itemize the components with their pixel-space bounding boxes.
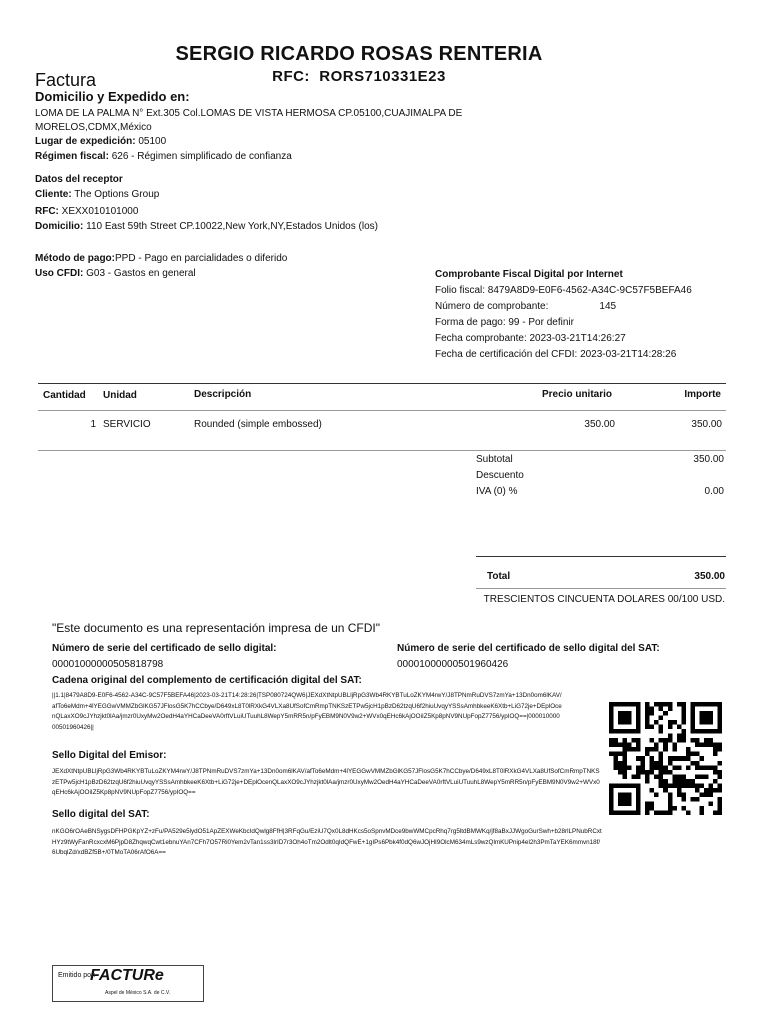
cert-serial-value: 00001000000505818798 bbox=[52, 659, 164, 670]
cert-date-value: 2023-03-21T14:28:26 bbox=[580, 349, 677, 360]
sat-serial-value: 00001000000501960426 bbox=[397, 659, 509, 670]
client-value: The Options Group bbox=[74, 189, 160, 200]
cfdi-info-block bbox=[435, 267, 692, 363]
voucher-date-row bbox=[435, 331, 692, 347]
emitter-seal-value: JEXdXtNtpUBLljRpG3Wb4RKYBTuLoZKYM4rwY/J8TPNmRuDVS7zmYa+13Dn0om6lKAV/afTo6eMdm+4lYEGGwVMMZbGlKG57JFlosG5K7hCCbye/D649xL8T0lRXkG4VLXa8UfSofCmRmpTNKSzETPw5jcH1pBzD62tzqU6f2hiuUvqyYSSsAmhbkeeK6Xtb+LiG72je+DEplOcenQLaxXO9cJYhzjkt0lAa/jmzr0UxyMw2OedH4aYHCaDeeVA0rftVLuiUTuuhL8WepY5mRR5n/pFyEBM9N0V9w2+WVx0qEHc6kAjOOiIZ5Kp8pNV9NUpFopZ7756/ypIOQ== bbox=[52, 768, 600, 796]
issuer-address-title: Domicilio y Expedido en: bbox=[35, 89, 190, 104]
brand-name: FACTURe bbox=[90, 967, 164, 984]
table-top-rule bbox=[38, 383, 726, 384]
issuer-address: LOMA DE LA PALMA N° Ext.305 Col.LOMAS DE VISTA HERMOSA CP.05100,CUAJIMALPA DE MORELOS,CDMX,México bbox=[35, 108, 463, 133]
cert-date-row bbox=[435, 347, 692, 363]
issuer-rfc-value: RORS710331E23 bbox=[319, 68, 446, 85]
iva-value: 0.00 bbox=[704, 486, 724, 497]
receiver-address-label: Domicilio: bbox=[35, 221, 84, 232]
subtotal-label: Subtotal bbox=[476, 454, 513, 465]
voucher-date-label: Fecha comprobante: bbox=[435, 333, 527, 344]
total-label: Total bbox=[487, 571, 511, 582]
payment-method-label: Método de pago: bbox=[35, 253, 115, 264]
cfdi-use-value: G03 - Gastos en general bbox=[86, 268, 196, 279]
document-type: Factura bbox=[35, 70, 97, 90]
total-in-words: TRESCIENTOS CINCUENTA DOLARES 00/100 USD. bbox=[483, 594, 725, 605]
voucher-number-row bbox=[435, 299, 692, 315]
place-value: 05100 bbox=[138, 136, 167, 147]
payment-method-value: PPD - Pago en parcialidades o diferido bbox=[115, 253, 288, 264]
brand-subtitle: Aspel de México S.A. de C.V. bbox=[105, 990, 171, 996]
total-rule bbox=[476, 556, 726, 557]
table-bottom-rule bbox=[38, 450, 726, 451]
row-amount: 350.00 bbox=[691, 419, 722, 430]
tax-regime bbox=[35, 151, 292, 162]
voucher-date-value: 2023-03-21T14:26:27 bbox=[529, 333, 626, 344]
place-label: Lugar de expedición: bbox=[35, 136, 136, 147]
cfdi-use-label: Uso CFDI: bbox=[35, 268, 84, 279]
printed-representation-note: "Este documento es una representación impresa de un CFDI" bbox=[52, 621, 381, 635]
discount-label: Descuento bbox=[476, 470, 524, 481]
receiver-rfc bbox=[35, 206, 138, 217]
folio-label: Folio fiscal: bbox=[435, 285, 486, 296]
emitted-by-logo bbox=[52, 965, 204, 1002]
voucher-number-label: Número de comprobante: bbox=[435, 301, 549, 312]
client-label: Cliente: bbox=[35, 189, 72, 200]
subtotal-value: 350.00 bbox=[693, 454, 724, 465]
regime-label: Régimen fiscal: bbox=[35, 151, 109, 162]
emitted-by-label: Emitido por: bbox=[58, 972, 96, 979]
total-under-rule bbox=[476, 588, 726, 589]
row-qty: 1 bbox=[90, 419, 96, 430]
receiver-client bbox=[35, 189, 159, 200]
issuer-rfc-label: RFC: bbox=[272, 68, 310, 85]
receiver-rfc-label: RFC: bbox=[35, 206, 59, 217]
cfdi-title: Comprobante Fiscal Digital por Internet bbox=[435, 269, 623, 280]
receiver-rfc-value: XEXX010101000 bbox=[61, 206, 139, 217]
folio-row bbox=[435, 283, 692, 299]
voucher-number-value: 145 bbox=[599, 301, 617, 312]
folio-value: 8479A8D9-E0F6-4562-A34C-9C57F5BEFA46 bbox=[487, 285, 692, 296]
place-of-issue bbox=[35, 136, 166, 147]
total-value: 350.00 bbox=[694, 571, 725, 582]
row-desc: Rounded (simple embossed) bbox=[194, 419, 322, 430]
sat-seal-label: Sello digital del SAT: bbox=[52, 809, 150, 820]
issuer-rfc bbox=[0, 68, 718, 85]
col-header-qty: Cantidad bbox=[43, 390, 86, 401]
receiver-address-value: 110 East 59th Street CP.10022,New York,NY,Estados Unidos (los) bbox=[86, 221, 378, 232]
row-unit: SERVICIO bbox=[103, 419, 151, 430]
original-chain-label: Cadena original del complemento de certificación digital del SAT: bbox=[52, 675, 362, 686]
original-chain-value: ||1.1|8479A8D9-E0F6-4562-A34C-9C57F5BEFA46|2023-03-21T14:28:26|TSP080724QW6|JEXdXtNtpUBLljRpG3Wb4RKYBTuLoZKYM4rwY/J8TPNmRuDVS7zmYa+13Dn0om6lKAV/afTo6eMdm+4lYEGGwVMMZbGlKG57JFlosG5K7hCCbye/D649xL8T0lRXkG4VLXa8UfSofCmRmpTNKSzETPw5jcH1pBzD62tzqU6f2hiuUvqyYSSsAmhbkeeK6Xtb+LiG72je+DEplOcenQLaxXO9cJYhzjkt0lAa/jmzr0UxyMw2OedH4aYHCaDeeVA0rftVLuiUTuuhL8WepY5mRR5n/pFyEBM9N0V9w2+WVx0qEHc6kAjOOiIZ5Kp8pNV9NUpFopZ7756/ypIOQ==|00001000000501960426|| bbox=[52, 692, 562, 731]
receiver-title: Datos del receptor bbox=[35, 174, 123, 185]
row-price: 350.00 bbox=[584, 419, 615, 430]
col-header-unit: Unidad bbox=[103, 390, 137, 401]
iva-label: IVA (0) % bbox=[476, 486, 518, 497]
regime-value: 626 - Régimen simplificado de confianza bbox=[111, 151, 292, 162]
issuer-name: SERGIO RICARDO ROSAS RENTERIA bbox=[175, 43, 543, 65]
table-header-rule bbox=[38, 410, 726, 411]
cfdi-use bbox=[35, 268, 196, 279]
cert-serial-label: Número de serie del certificado de sello digital: bbox=[52, 643, 277, 654]
sat-seal-value: nKGO6rOAeBNSygsDFHPGKpYZ+zFu/PA529e5lydO51ApZEXWeKbcIdQwlg8FfH|3RFqGu/EziU7Qx0L8dHKcs5oSpnvMDce9bwWMCpcRhq7rg5ltdBMWKq/jf8aBxJJWgoGurSwh+b28rlLPNubRCxtHYz9tWyFanRcxcxM6PjpD8ZhqwqCwt1ebnuYAn7CFh7O57Ri0Yem2vTan1ss3lrID7r3Oh4oTm2Odlt0qIdQFwE+1gIPs6Pbk4f0dQ6wJOjHI9OlcM634mLs9wzQlmKUPnip4el2h3PmTaYEK6mmvn18f/6UbqlZd/xdBZf5B+/0TMoTA06rAfO6A== bbox=[52, 828, 602, 856]
col-header-price: Precio unitario bbox=[541, 389, 612, 400]
cert-date-label: Fecha de certificación del CFDI: bbox=[435, 349, 578, 360]
col-header-amount: Importe bbox=[684, 389, 721, 400]
emitter-seal-label: Sello Digital del Emisor: bbox=[52, 750, 167, 761]
payment-method bbox=[35, 253, 287, 264]
receiver-address bbox=[35, 221, 378, 232]
pay-form: Forma de pago: 99 - Por definir bbox=[435, 317, 574, 328]
qr-code bbox=[609, 702, 722, 815]
sat-serial-label: Número de serie del certificado de sello digital del SAT: bbox=[397, 643, 660, 654]
col-header-desc: Descripción bbox=[194, 389, 252, 400]
